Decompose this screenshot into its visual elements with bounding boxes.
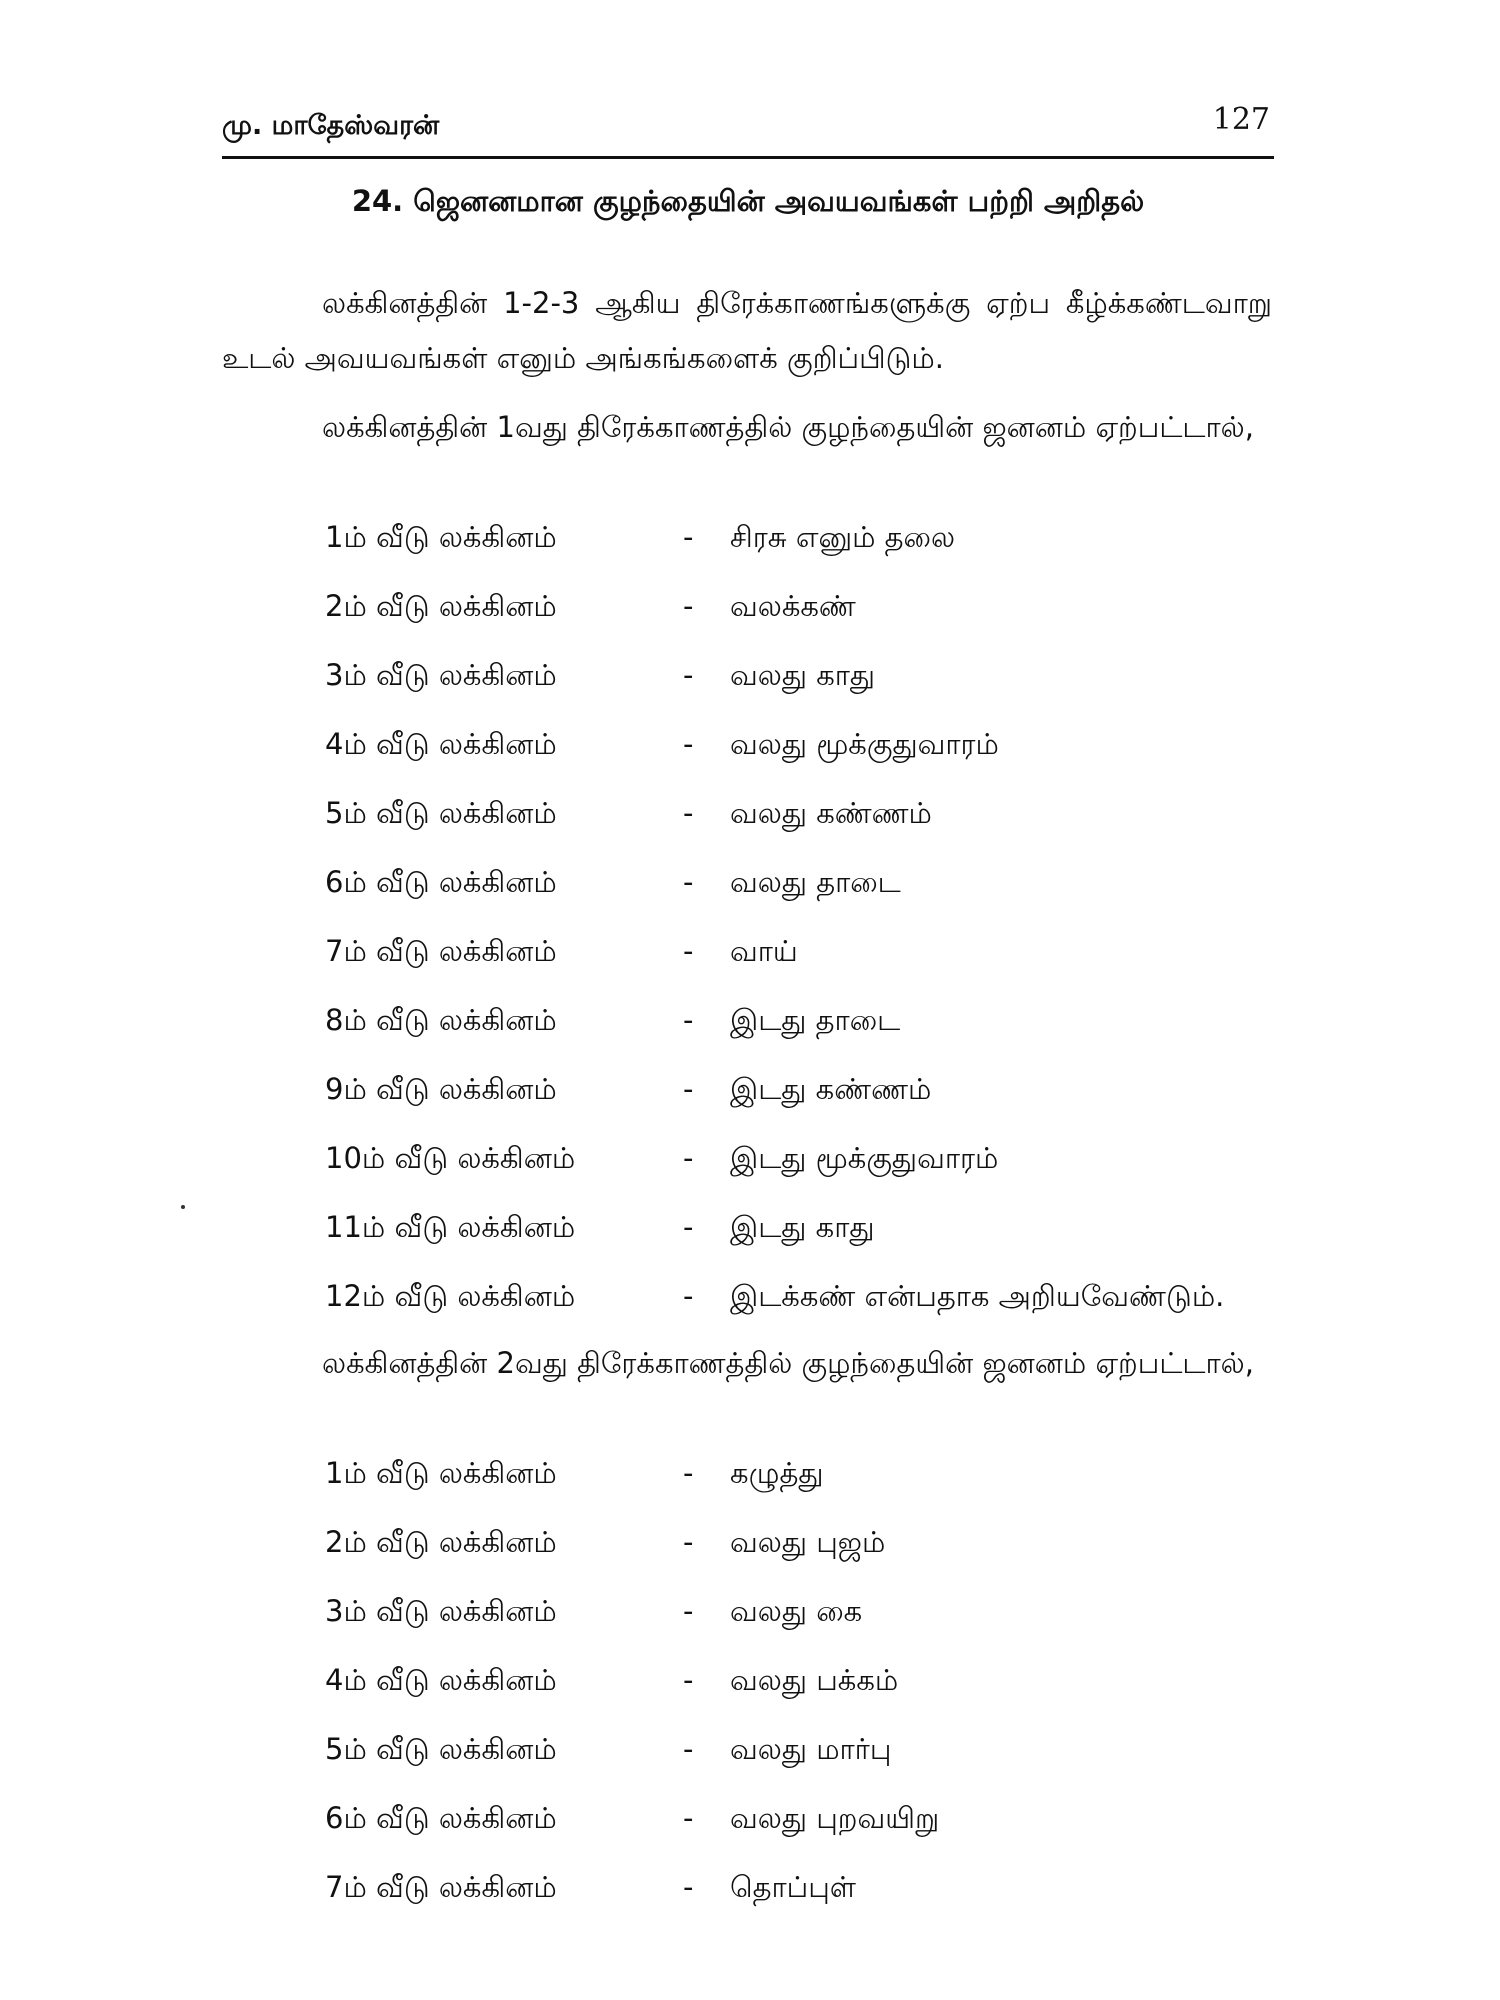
dash-separator: - <box>683 1594 694 1628</box>
dash-separator: - <box>683 1072 694 1106</box>
dash-separator: - <box>683 658 694 692</box>
intro-paragraph <box>222 276 1272 386</box>
house-label: 11ம் வீடு லக்கினம் <box>325 1210 576 1244</box>
body-part: வலது புறவயிறு <box>730 1801 940 1835</box>
body-part: வலக்கண் <box>730 589 856 623</box>
house-label: 2ம் வீடு லக்கினம் <box>325 1525 557 1559</box>
list-item <box>325 1456 1285 1525</box>
list-item <box>325 1732 1285 1801</box>
house-label: 10ம் வீடு லக்கினம் <box>325 1141 576 1175</box>
house-label: 4ம் வீடு லக்கினம் <box>325 727 557 761</box>
section1-heading <box>222 400 1272 455</box>
body-part: கழுத்து <box>730 1456 824 1490</box>
dash-separator: - <box>683 934 694 968</box>
dash-separator: - <box>683 589 694 623</box>
running-header <box>222 100 1270 150</box>
section1-list <box>325 520 1285 1348</box>
dash-separator: - <box>683 1003 694 1037</box>
dash-separator: - <box>683 1663 694 1697</box>
dash-separator: - <box>683 1456 694 1490</box>
list-item <box>325 1870 1285 1939</box>
list-item <box>325 658 1285 727</box>
print-speck <box>181 1205 185 1209</box>
house-label: 9ம் வீடு லக்கினம் <box>325 1072 557 1106</box>
list-item <box>325 1003 1285 1072</box>
list-item <box>325 934 1285 1003</box>
list-item <box>325 865 1285 934</box>
house-label: 6ம் வீடு லக்கினம் <box>325 1801 557 1835</box>
house-label: 1ம் வீடு லக்கினம் <box>325 520 557 554</box>
list-item <box>325 589 1285 658</box>
list-item <box>325 727 1285 796</box>
body-part: வாய் <box>730 934 798 968</box>
chapter-title: 24. ஜெனனமான குழந்தையின் அவயவங்கள் பற்றி அறிதல் <box>351 184 1145 218</box>
house-label: 7ம் வீடு லக்கினம் <box>325 1870 557 1904</box>
body-part: இடது கண்ணம் <box>730 1072 932 1106</box>
house-label: 5ம் வீடு லக்கினம் <box>325 1732 557 1766</box>
dash-separator: - <box>683 1801 694 1835</box>
house-label: 5ம் வீடு லக்கினம் <box>325 796 557 830</box>
author-name: மு. மாதேஸ்வரன் <box>222 110 440 141</box>
body-part: இடது மூக்குதுவாரம் <box>730 1141 999 1175</box>
body-part: வலது கண்ணம் <box>730 796 932 830</box>
body-part: வலது மார்பு <box>730 1732 892 1766</box>
dash-separator: - <box>683 796 694 830</box>
body-part: வலது மூக்குதுவாரம் <box>730 727 999 761</box>
house-label: 4ம் வீடு லக்கினம் <box>325 1663 557 1697</box>
dash-separator: - <box>683 520 694 554</box>
list-item <box>325 1525 1285 1594</box>
dash-separator: - <box>683 1525 694 1559</box>
section2-heading <box>222 1336 1272 1391</box>
house-label: 3ம் வீடு லக்கினம் <box>325 1594 557 1628</box>
body-part: தொப்புள் <box>730 1870 856 1904</box>
body-part: வலது காது <box>730 658 876 692</box>
list-item <box>325 1210 1285 1279</box>
body-part: வலது தாடை <box>730 865 901 899</box>
section2-heading-text: லக்கினத்தின் 2வது திரேக்காணத்தில் குழந்தையின் ஜனனம் ஏற்பட்டால், <box>322 1346 1254 1380</box>
body-part: வலது புஜம் <box>730 1525 886 1559</box>
page-number: 127 <box>1212 102 1270 137</box>
list-item <box>325 1072 1285 1141</box>
dash-separator: - <box>683 1279 694 1313</box>
body-part: இடது தாடை <box>730 1003 901 1037</box>
body-part: சிரசு எனும் தலை <box>730 520 956 554</box>
body-part: இடது காது <box>730 1210 875 1244</box>
section1-heading-text: லக்கினத்தின் 1வது திரேக்காணத்தில் குழந்தையின் ஜனனம் ஏற்பட்டால், <box>322 410 1254 444</box>
dash-separator: - <box>683 1732 694 1766</box>
list-item <box>325 1594 1285 1663</box>
house-label: 8ம் வீடு லக்கினம் <box>325 1003 557 1037</box>
dash-separator: - <box>683 727 694 761</box>
dash-separator: - <box>683 1210 694 1244</box>
list-item <box>325 520 1285 589</box>
header-rule <box>222 156 1274 159</box>
list-item <box>325 1663 1285 1732</box>
house-label: 7ம் வீடு லக்கினம் <box>325 934 557 968</box>
body-part: இடக்கண் என்பதாக அறியவேண்டும். <box>730 1279 1225 1313</box>
dash-separator: - <box>683 1870 694 1904</box>
house-label: 12ம் வீடு லக்கினம் <box>325 1279 576 1313</box>
section2-list <box>325 1456 1285 1939</box>
house-label: 3ம் வீடு லக்கினம் <box>325 658 557 692</box>
house-label: 6ம் வீடு லக்கினம் <box>325 865 557 899</box>
house-label: 1ம் வீடு லக்கினம் <box>325 1456 557 1490</box>
list-item <box>325 1141 1285 1210</box>
list-item <box>325 796 1285 865</box>
body-part: வலது பக்கம் <box>730 1663 899 1697</box>
house-label: 2ம் வீடு லக்கினம் <box>325 589 557 623</box>
intro-text: லக்கினத்தின் 1-2-3 ஆகிய திரேக்காணங்களுக்கு ஏற்ப கீழ்க்கண்டவாறு உடல் அவயவங்கள் எனும் அங்கங்களைக் குறிப்பிடும். <box>222 286 1272 375</box>
list-item <box>325 1801 1285 1870</box>
dash-separator: - <box>683 865 694 899</box>
dash-separator: - <box>683 1141 694 1175</box>
body-part: வலது கை <box>730 1594 863 1628</box>
